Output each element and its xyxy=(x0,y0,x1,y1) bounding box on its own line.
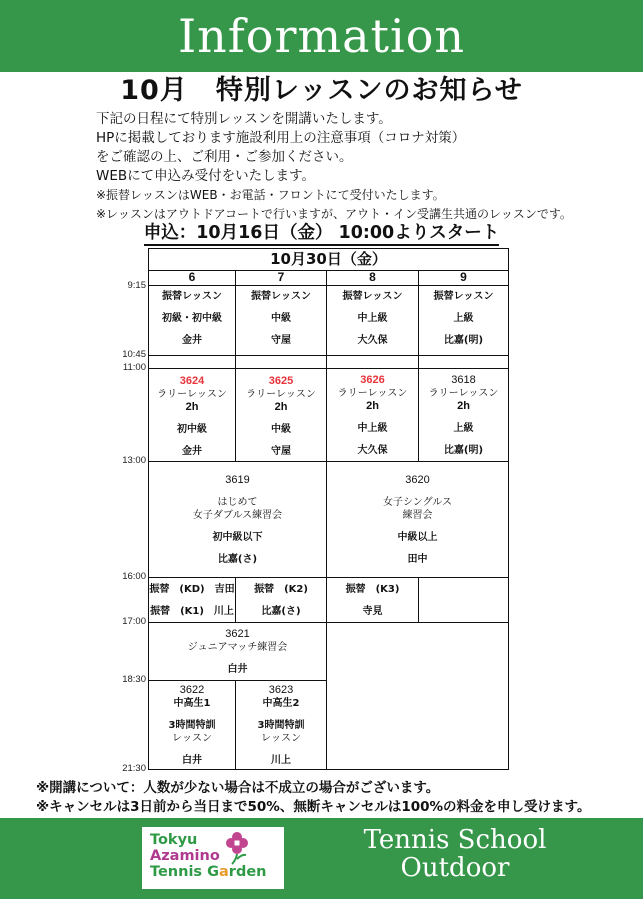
makeup-coach: 比嘉(さ) xyxy=(261,605,301,617)
intro-line: 下記の日程にて特別レッスンを開講いたします。 xyxy=(96,111,392,127)
lesson-slot[interactable] xyxy=(235,368,327,462)
lesson-slot[interactable] xyxy=(148,680,236,770)
azamino-logo xyxy=(142,827,284,889)
lesson-name: 女子ダブルス練習会 xyxy=(192,509,283,521)
logo-line xyxy=(150,864,276,880)
intro-line: HPに掲載しております施設利用上の注意事項（コロナ対策） xyxy=(96,130,466,146)
schedule-slot[interactable] xyxy=(148,285,236,356)
court-header: 6 xyxy=(148,270,236,286)
logo-text: rden xyxy=(228,864,267,880)
lesson-coach: 白井 xyxy=(227,663,248,675)
time-label: 21:30 xyxy=(122,763,146,774)
lesson-slot[interactable] xyxy=(235,680,327,770)
makeup-class: (K1) xyxy=(180,605,204,617)
logo-line: Tokyu xyxy=(150,832,198,848)
slot-type: 振替レッスン xyxy=(342,291,403,302)
school-line: Tennis School xyxy=(363,825,547,855)
lesson-code: 3624 xyxy=(179,375,205,387)
schedule-date-header: 10月30日（金） xyxy=(148,248,509,271)
lesson-duration: 2h xyxy=(185,401,199,413)
intro-note: ※振替レッスンはWEB・お電話・フロントにて受付いたします。 xyxy=(96,188,445,202)
schedule-slot[interactable] xyxy=(326,285,419,356)
slot-level: 中級 xyxy=(271,313,291,324)
lesson-level: 中級 xyxy=(271,424,291,435)
lesson-slot[interactable] xyxy=(148,461,327,578)
lesson-name: ラリーレッスン xyxy=(428,388,499,399)
slot-level: 中上級 xyxy=(357,313,388,324)
makeup-line xyxy=(346,583,400,596)
makeup-coach: 寺見 xyxy=(362,605,383,617)
school-line: Outdoor xyxy=(400,853,510,883)
makeup-line xyxy=(254,583,308,596)
time-label: 11:00 xyxy=(122,362,146,373)
lesson-coach: 川上 xyxy=(271,754,291,766)
lesson-name: ジュニアマッチ練習会 xyxy=(187,641,288,653)
slot-type: 振替レッスン xyxy=(251,291,311,302)
application-start xyxy=(0,221,643,245)
lesson-desc: レッスン xyxy=(261,732,301,744)
lesson-name: 練習会 xyxy=(402,509,433,521)
time-label: 16:00 xyxy=(122,571,146,582)
slot-coach: 大久保 xyxy=(357,335,388,346)
makeup-line xyxy=(149,583,234,596)
lesson-slot[interactable] xyxy=(148,622,327,681)
makeup-line xyxy=(150,605,234,618)
makeup-slot[interactable] xyxy=(326,577,419,623)
bottom-banner xyxy=(0,818,643,899)
lesson-coach: 守屋 xyxy=(271,446,291,457)
lesson-desc: 3時間特訓 xyxy=(168,719,216,731)
makeup-class: (K3) xyxy=(375,583,400,595)
page-title: Information xyxy=(177,9,466,63)
lesson-level: 中級以上 xyxy=(397,531,438,543)
lesson-desc: レッスン xyxy=(172,732,212,744)
lesson-coach: 大久保 xyxy=(357,445,388,456)
lesson-code: 3618 xyxy=(451,374,476,386)
slot-type: 振替レッスン xyxy=(433,291,494,302)
time-label: 13:00 xyxy=(122,455,146,466)
time-label: 9:15 xyxy=(127,280,146,291)
lesson-code: 3620 xyxy=(405,473,430,486)
note-line: ※キャンセルは3日前から当日まで50%、無断キャンセルは100%の料金を申し受けます。 xyxy=(36,799,591,815)
lesson-name: 中高生2 xyxy=(262,697,300,709)
lesson-name: ラリーレッスン xyxy=(157,389,227,400)
lesson-name: 女子シングルス xyxy=(383,496,452,508)
lesson-duration: 2h xyxy=(274,401,288,413)
slot-level: 上級 xyxy=(453,313,474,324)
lesson-slot[interactable] xyxy=(326,368,419,462)
top-banner xyxy=(0,0,643,72)
slot-coach: 守屋 xyxy=(271,335,291,346)
schedule-slot[interactable] xyxy=(418,285,509,356)
lesson-code: 3626 xyxy=(360,374,385,386)
break-slot xyxy=(235,355,327,369)
intro-line: をご確認の上、ご利用・ご参加ください。 xyxy=(96,149,353,165)
lesson-level: 初中級 xyxy=(177,424,207,435)
schedule-slot[interactable] xyxy=(235,285,327,356)
logo-text: Tennis G xyxy=(150,864,219,880)
break-slot xyxy=(418,355,509,369)
logo-text: a xyxy=(219,864,229,880)
notice-title: 10月 特別レッスンのお知らせ xyxy=(120,75,523,106)
lesson-code: 3619 xyxy=(225,473,250,486)
notes xyxy=(36,779,590,817)
lesson-code: 3622 xyxy=(179,683,205,696)
empty-slot xyxy=(418,577,509,623)
makeup-class: (K2) xyxy=(284,583,308,595)
lesson-coach: 金井 xyxy=(182,446,202,457)
lesson-coach: 田中 xyxy=(407,553,428,565)
lesson-name: ラリーレッスン xyxy=(246,389,316,400)
makeup-label: 振替 xyxy=(345,583,366,595)
time-label: 18:30 xyxy=(122,674,146,685)
makeup-slot[interactable] xyxy=(235,577,327,623)
lesson-name: ラリーレッスン xyxy=(337,388,408,399)
lesson-duration: 2h xyxy=(366,400,379,412)
makeup-label: 振替 xyxy=(150,605,171,617)
lesson-name: はじめて xyxy=(217,496,258,508)
time-label: 17:00 xyxy=(122,616,146,627)
empty-slot xyxy=(326,622,509,770)
lesson-desc: 3時間特訓 xyxy=(257,719,305,731)
makeup-coach: 川上 xyxy=(213,605,234,617)
logo-line: Azamino xyxy=(150,848,220,864)
time-label: 10:45 xyxy=(122,349,146,360)
lesson-slot[interactable] xyxy=(148,368,236,462)
lesson-slot[interactable] xyxy=(326,461,509,578)
lesson-coach: 比嘉(さ) xyxy=(217,553,258,565)
makeup-label: 振替 xyxy=(149,583,170,595)
intro-text xyxy=(96,110,572,224)
school-name xyxy=(300,826,610,882)
lesson-code: 3625 xyxy=(268,375,294,387)
application-start-text: 申込：10月16日（金） 10:00よりスタート xyxy=(144,223,500,246)
slot-coach: 比嘉(明) xyxy=(443,335,484,346)
break-slot xyxy=(326,355,419,369)
court-header: 9 xyxy=(418,270,509,286)
intro-line: WEBにて申込み受付をいたします。 xyxy=(96,168,316,184)
break-slot xyxy=(148,355,236,369)
lesson-code: 3623 xyxy=(268,683,294,696)
court-header: 8 xyxy=(326,270,419,286)
lesson-level: 上級 xyxy=(453,423,474,434)
makeup-class: (KD) xyxy=(179,583,205,595)
intro-note: ※レッスンはアウトドアコートで行いますが、アウト・イン受講生共通のレッスンです。 xyxy=(96,207,572,221)
lesson-slot[interactable] xyxy=(418,368,509,462)
slot-level: 初級・初中級 xyxy=(162,313,222,324)
lesson-duration: 2h xyxy=(457,400,470,412)
lesson-level: 初中級以下 xyxy=(212,531,263,543)
lesson-name: 中高生1 xyxy=(173,697,211,709)
slot-coach: 金井 xyxy=(182,335,202,346)
makeup-slot[interactable] xyxy=(148,577,236,623)
lesson-coach: 比嘉(明) xyxy=(443,445,484,456)
makeup-label: 振替 xyxy=(254,583,275,595)
makeup-coach: 吉田 xyxy=(214,583,235,595)
flower-icon xyxy=(222,832,252,866)
court-header: 7 xyxy=(235,270,327,286)
slot-type: 振替レッスン xyxy=(162,291,222,302)
lesson-coach: 白井 xyxy=(182,754,202,766)
note-line: ※開講について：人数が少ない場合は不成立の場合がございます。 xyxy=(36,780,440,796)
lesson-level: 中上級 xyxy=(357,423,388,434)
lesson-code: 3621 xyxy=(225,627,250,640)
